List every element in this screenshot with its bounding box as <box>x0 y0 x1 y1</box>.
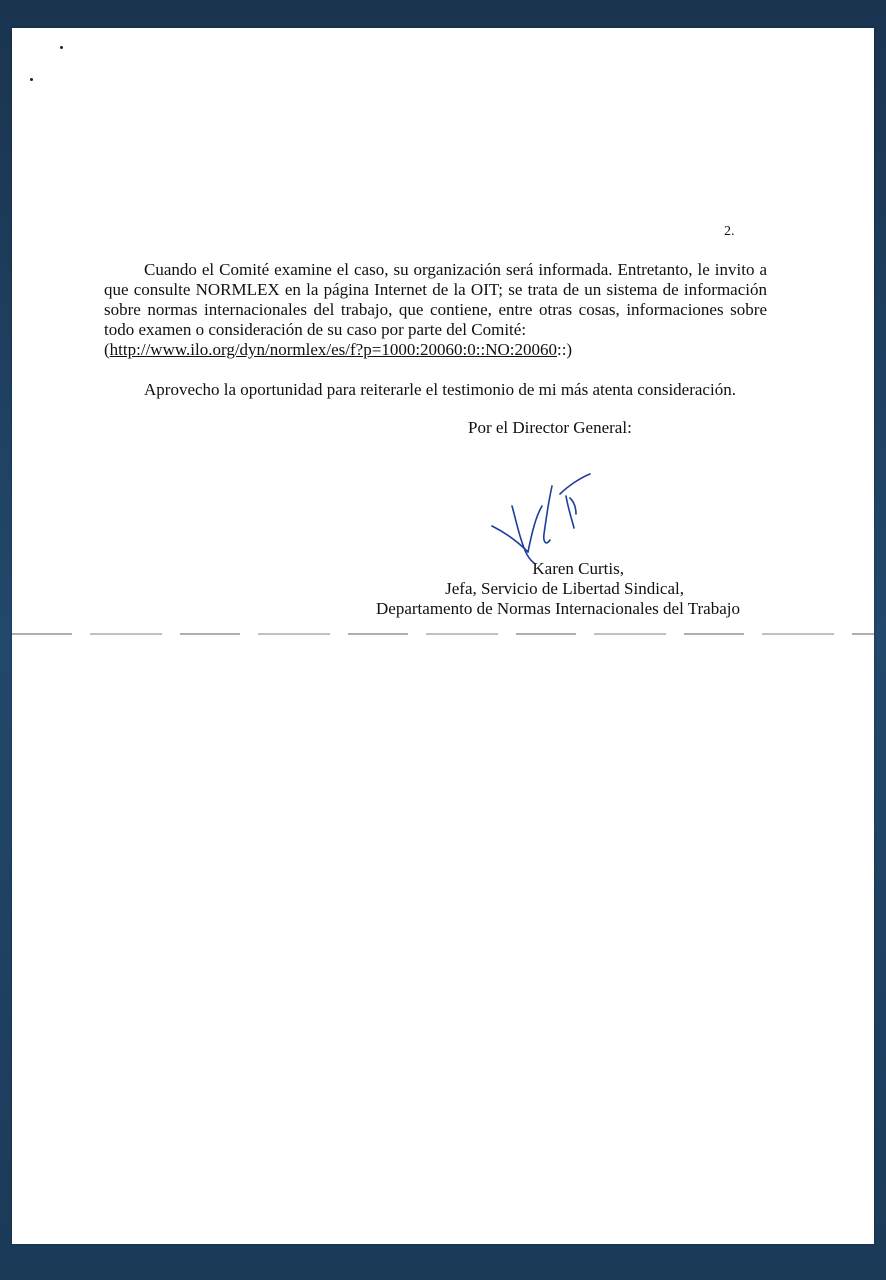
normlex-link[interactable]: http://www.ilo.org/dyn/normlex/es/f?p=1000:20060:0::NO:20060 <box>109 340 557 359</box>
body-paragraph-1: Cuando el Comité examine el caso, su organización será informada. Entretanto, le invito a que consulte NORMLEX en la página Internet de la OIT; se trata de un sistema de información sobre normas internacionales del trabajo, que contiene, entre otras cosas, informaciones sobre todo examen o consideración de su caso por parte del Comité: <box>104 260 767 339</box>
page-number: 2. <box>724 224 735 239</box>
scan-speck <box>60 46 63 49</box>
handwritten-signature <box>490 468 600 564</box>
signatory-department: Departamento de Normas Internacionales del Trabajo <box>376 599 740 618</box>
document-page <box>12 28 874 1244</box>
link-close: ::) <box>556 340 573 359</box>
signatory-title: Jefa, Servicio de Libertad Sindical, <box>445 579 684 598</box>
on-behalf-line: Por el Director General: <box>468 418 632 437</box>
signatory-name: Karen Curtis, <box>532 559 624 578</box>
signatory-block <box>352 559 740 619</box>
scan-speck <box>30 78 33 81</box>
normlex-link-line <box>104 340 767 360</box>
link-open-paren: ( <box>104 340 110 359</box>
body-paragraph-2: Aprovecho la oportunidad para reiterarle el testimonio de mi más atenta consideración. <box>144 380 736 399</box>
fold-line <box>12 633 874 635</box>
